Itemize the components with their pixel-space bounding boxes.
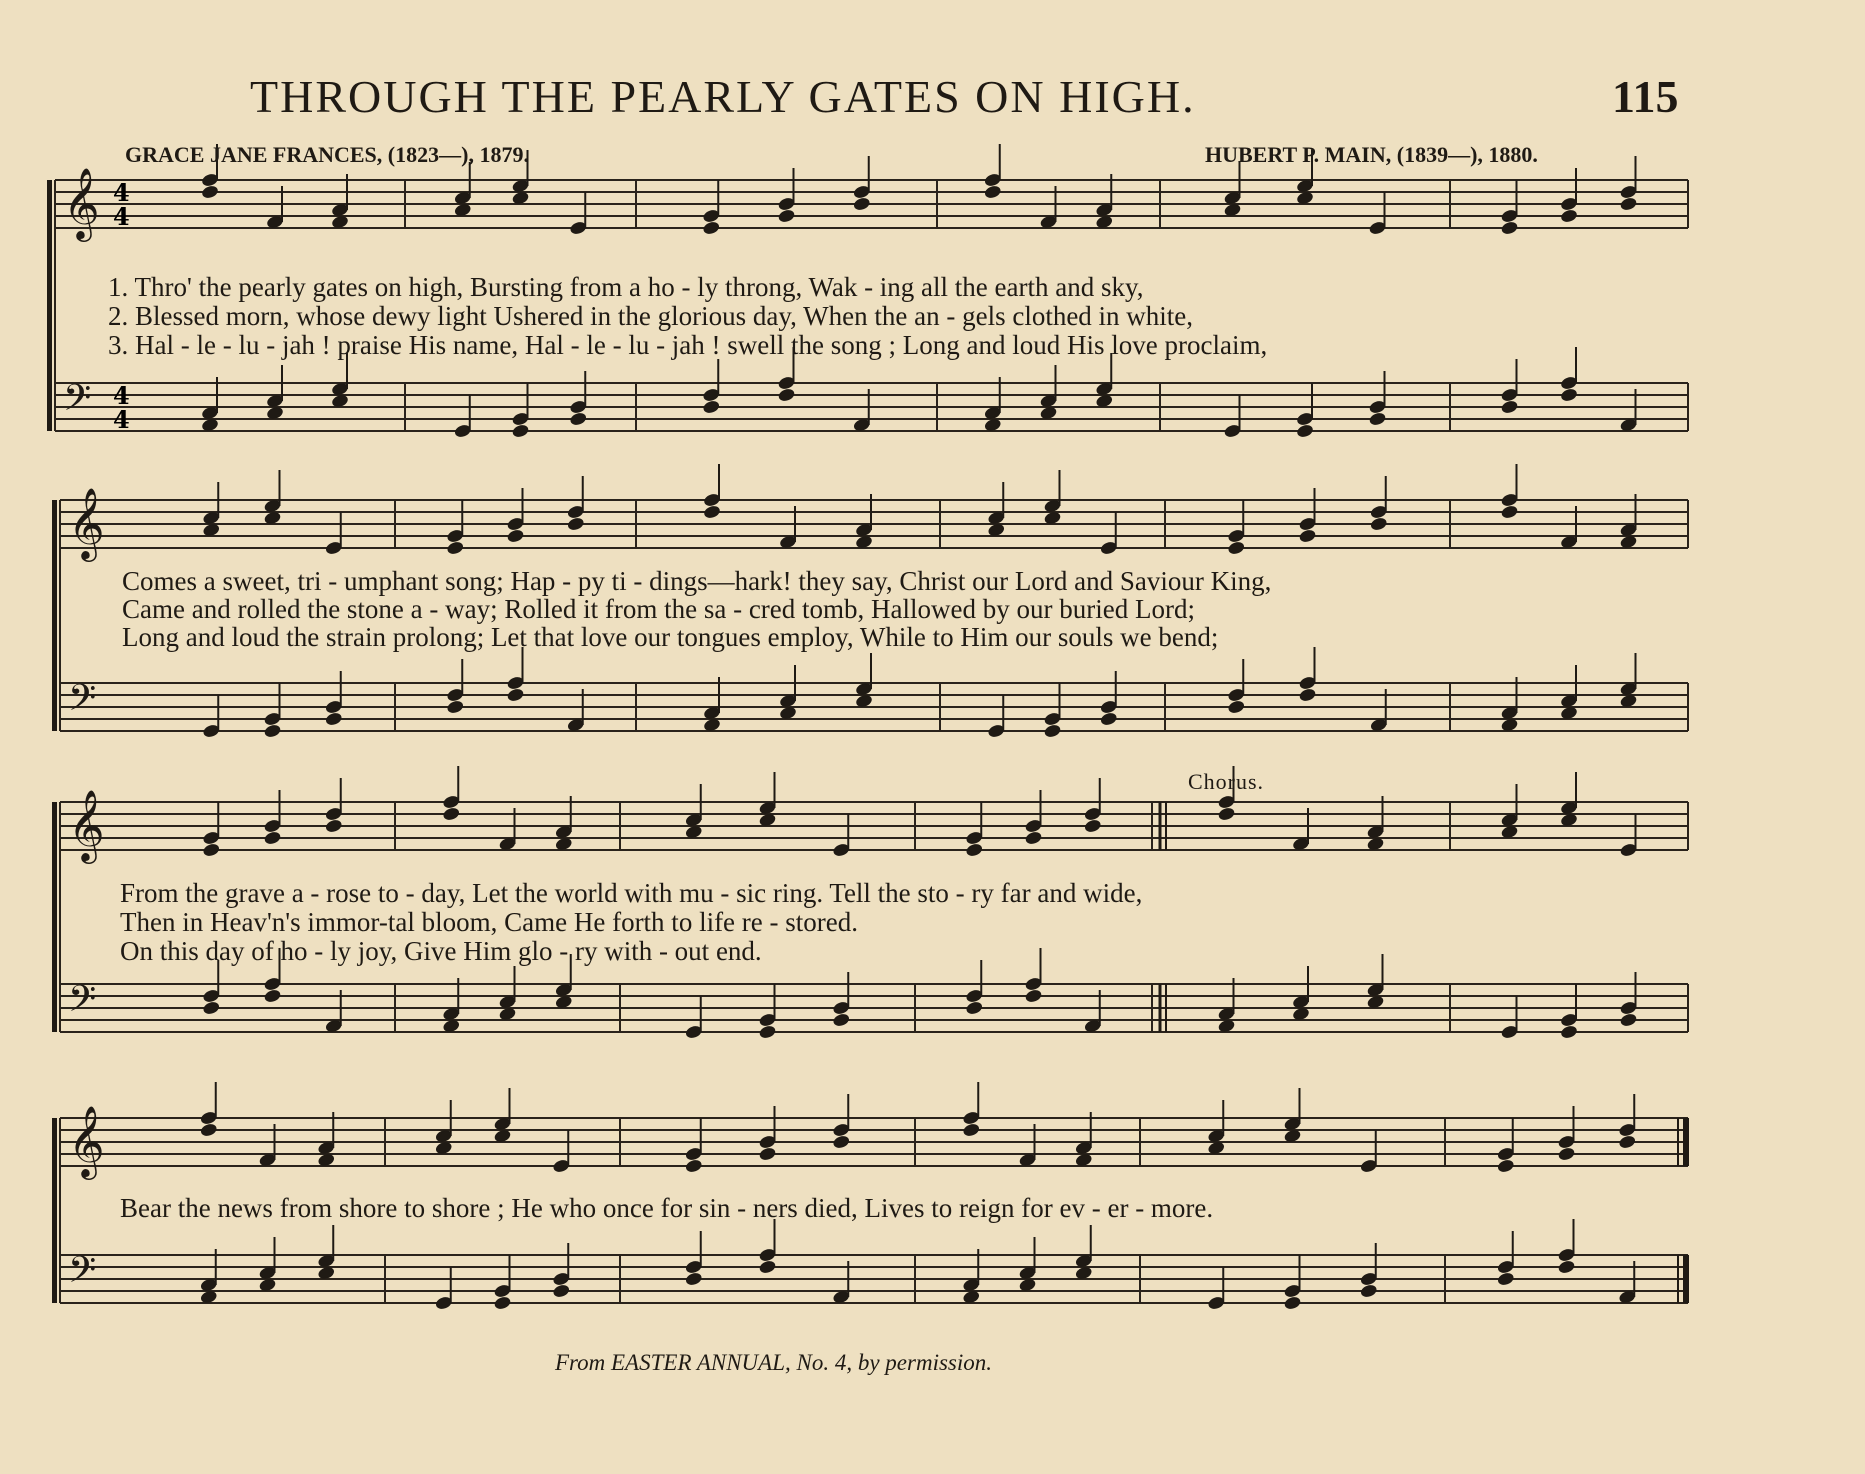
note-head bbox=[777, 208, 796, 224]
note-head bbox=[1283, 1295, 1302, 1311]
note-head bbox=[1369, 516, 1388, 532]
note-head bbox=[1618, 1134, 1637, 1150]
system-bracket bbox=[52, 802, 57, 1032]
lyric-line: On this day of ho - ly joy, Give Him glo - ry with - out end. bbox=[120, 936, 762, 966]
note-head bbox=[1024, 988, 1043, 1004]
words-credit: GRACE JANE FRANCES, (1823—), 1879. bbox=[125, 142, 529, 167]
note-head bbox=[684, 1271, 703, 1287]
final-barline bbox=[1683, 1118, 1689, 1166]
note-head bbox=[1496, 1271, 1515, 1287]
lyric-line: Came and rolled the stone a - way; Rolled it from the sa - cred tomb, Hallowed by our buried Lord; bbox=[122, 594, 1195, 624]
note-head bbox=[324, 818, 343, 834]
note-head bbox=[1024, 830, 1043, 846]
note-head bbox=[832, 1012, 851, 1028]
music-credit: HUBERT P. MAIN, (1839—), 1880. bbox=[1205, 142, 1538, 167]
note-head bbox=[777, 387, 796, 403]
page-number: 115 bbox=[1612, 71, 1679, 122]
note-head bbox=[702, 220, 721, 236]
note-head bbox=[446, 540, 465, 556]
note-head bbox=[1043, 723, 1062, 739]
note-head bbox=[1359, 1283, 1378, 1299]
system-bracket bbox=[52, 1118, 57, 1303]
note-head bbox=[1083, 818, 1102, 834]
bass-clef: 𝄢 bbox=[63, 377, 92, 428]
time-signature: 4 bbox=[113, 202, 130, 231]
note-head bbox=[758, 1146, 777, 1162]
note-head bbox=[1500, 220, 1519, 236]
final-barline bbox=[1683, 1255, 1689, 1303]
note-head bbox=[758, 1024, 777, 1040]
note-head bbox=[201, 184, 220, 200]
lyric-line: Comes a sweet, tri - umphant song; Hap - py ti - dings—hark! they say, Christ our Lord and Saviour King, bbox=[122, 566, 1272, 596]
treble-clef: 𝄞 bbox=[68, 486, 105, 559]
note-head bbox=[1099, 711, 1118, 727]
note-head bbox=[1298, 687, 1317, 703]
system-bracket bbox=[52, 500, 57, 731]
treble-clef: 𝄞 bbox=[63, 166, 100, 239]
note-head bbox=[684, 1158, 703, 1174]
note-head bbox=[852, 196, 871, 212]
note-head bbox=[324, 711, 343, 727]
note-head bbox=[263, 988, 282, 1004]
note-head bbox=[1227, 540, 1246, 556]
note-head bbox=[566, 516, 585, 532]
note-head bbox=[569, 411, 588, 427]
note-head bbox=[1496, 1158, 1515, 1174]
hymn-title: THROUGH THE PEARLY GATES ON HIGH. bbox=[250, 71, 1196, 122]
note-head bbox=[202, 1000, 221, 1016]
note-head bbox=[202, 842, 221, 858]
note-head bbox=[199, 1122, 218, 1138]
note-head bbox=[758, 1259, 777, 1275]
note-head bbox=[506, 687, 525, 703]
note-head bbox=[1560, 1024, 1579, 1040]
time-signature: 4 bbox=[113, 381, 130, 410]
note-head bbox=[702, 399, 721, 415]
note-head bbox=[1619, 1012, 1638, 1028]
note-head bbox=[263, 723, 282, 739]
note-head bbox=[1560, 208, 1579, 224]
note-head bbox=[511, 423, 530, 439]
bass-clef: 𝄢 bbox=[68, 677, 97, 728]
note-head bbox=[1500, 504, 1519, 520]
lyric-line: Bear the news from shore to shore ; He who once for sin - ners died, Lives to reign for ev - er - more. bbox=[120, 1193, 1214, 1223]
note-head bbox=[1217, 806, 1236, 822]
footer-credit: From EASTER ANNUAL, No. 4, by permission. bbox=[555, 1350, 993, 1375]
bass-clef: 𝄢 bbox=[68, 978, 97, 1029]
system-bracket bbox=[47, 180, 52, 431]
note-head bbox=[263, 830, 282, 846]
lyric-line: From the grave a - rose to - day, Let the world with mu - sic ring. Tell the sto - ry far and wide, bbox=[120, 878, 1143, 908]
lyric-line: 3. Hal - le - lu - jah ! praise His name, Hal - le - lu - jah ! swell the song ; Long and loud His love proclaim, bbox=[108, 330, 1268, 360]
time-signature: 4 bbox=[113, 405, 130, 434]
lyric-line: Then in Heav'n's immor-tal bloom, Came He forth to life re - stored. bbox=[120, 907, 858, 937]
note-head bbox=[1500, 399, 1519, 415]
note-head bbox=[1557, 1259, 1576, 1275]
note-head bbox=[1619, 196, 1638, 212]
note-head bbox=[1296, 423, 1315, 439]
note-head bbox=[703, 504, 722, 520]
note-head bbox=[442, 806, 461, 822]
note-head bbox=[1227, 699, 1246, 715]
note-head bbox=[965, 842, 984, 858]
treble-clef: 𝄞 bbox=[68, 1104, 105, 1177]
lyric-line: 2. Blessed morn, whose dewy light Ushered in the glorious day, When the an - gels clothed in white, bbox=[108, 301, 1194, 331]
treble-clef: 𝄞 bbox=[68, 788, 105, 861]
note-head bbox=[962, 1122, 981, 1138]
lyric-line: Long and loud the strain prolong; Let that love our tongues employ, While to Him our souls we bend; bbox=[122, 622, 1219, 652]
note-head bbox=[1557, 1146, 1576, 1162]
time-signature: 4 bbox=[113, 178, 130, 207]
note-head bbox=[446, 699, 465, 715]
note-head bbox=[983, 184, 1002, 200]
lyric-line: 1. Thro' the pearly gates on high, Bursting from a ho - ly throng, Wak - ing all the earth and sky, bbox=[108, 272, 1144, 302]
note-head bbox=[965, 1000, 984, 1016]
note-head bbox=[493, 1295, 512, 1311]
note-head bbox=[1560, 387, 1579, 403]
bass-clef: 𝄢 bbox=[68, 1249, 97, 1300]
note-head bbox=[832, 1134, 851, 1150]
chorus-label: Chorus. bbox=[1188, 769, 1265, 794]
note-head bbox=[1368, 411, 1387, 427]
note-head bbox=[1298, 528, 1317, 544]
note-head bbox=[506, 528, 525, 544]
note-head bbox=[552, 1283, 571, 1299]
